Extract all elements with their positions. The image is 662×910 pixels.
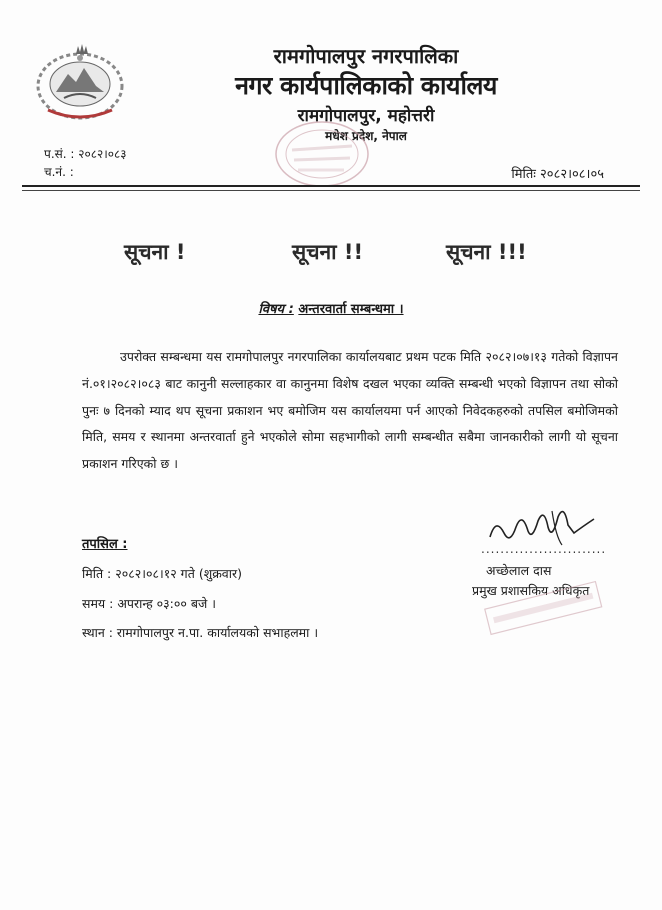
province-line: मधेश प्रदेश, नेपाल [325, 129, 407, 143]
notice-heading-2: सूचना !! [292, 240, 364, 264]
subject-line [0, 299, 662, 317]
office-stamp [262, 112, 382, 192]
interview-time: समय : अपरान्ह ०३:०० बजे । [82, 596, 216, 611]
notice-body: उपरोक्त सम्बन्धमा यस रामगोपालपुर नगरपालिका कार्यालयबाट प्रथम पटक मिति २०८२।०७।१३ गतेको विज्ञापन नं.०१।२०८२।०८३ बाट कानुनी सल्लाहकार वा कानुनमा विशेष दखल भएका व्यक्ति सम्बन्धी भएको विज्ञापन तथा सोको पुनः ७ दिनको म्याद थप सूचना प्रकाशन भए बमोजिम यस कार्यालयमा पर्न आएको निवेदकहरुको तपसिल बमोजिमको मिति, समय र स्थानमा अन्तरवार्ता हुने भएकोले सोमा सहभागीको लागी सम्बन्धीत सबैमा जानकारीको लागी यो सूचना प्रकाशन गरिएको छ । [82, 349, 618, 472]
header-divider-thin [22, 190, 640, 191]
header-divider [22, 185, 640, 187]
subject-label: विषय : [258, 302, 294, 317]
municipality-name: रामगोपालपुर नगरपालिका [273, 44, 459, 68]
interview-date: मिति : २०८२।०८।१२ गते (शुक्रवार) [82, 566, 242, 581]
dispatch-number: च.नं. : [44, 165, 74, 179]
officer-stamp [478, 577, 608, 637]
interview-place: स्थान : रामगोपालपुर न.पा. कार्यालयको सभाहलमा । [82, 625, 319, 640]
letter-date: मितिः २०८२।०८।०५ [511, 167, 604, 182]
details-title: तपसिल : [82, 537, 128, 552]
notice-heading-1: सूचना ! [124, 240, 186, 264]
office-location: रामगोपालपुर, महोत्तरी [297, 106, 435, 126]
signatory-title: प्रमुख प्रशासकिय अधिकृत [472, 583, 590, 598]
signatory-name: अच्छेलाल दास [486, 563, 552, 578]
notice-heading-3: सूचना !!! [446, 240, 527, 264]
signature-line: .......................... [481, 542, 607, 556]
office-name: नगर कार्यपालिकाको कार्यालय [235, 71, 497, 100]
letter-number: प.सं. : २०८२।०८३ [44, 147, 127, 161]
subject-value: अन्तरवार्ता सम्बन्धमा । [298, 302, 404, 317]
